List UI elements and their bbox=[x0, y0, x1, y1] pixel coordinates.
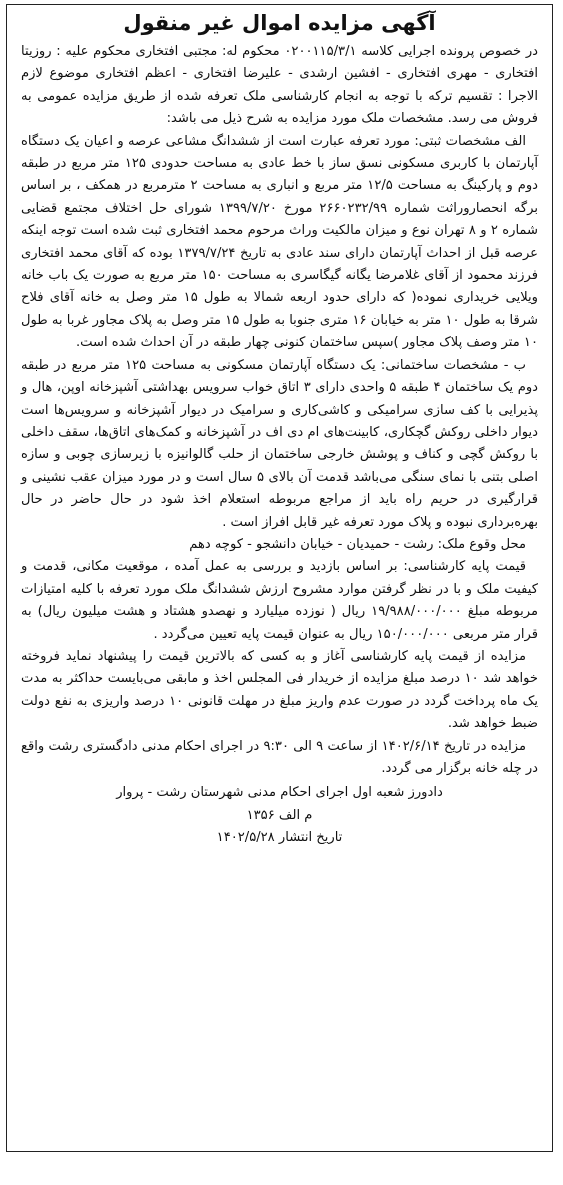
notice-body bbox=[7, 41, 552, 850]
auction-terms-paragraph: مزایده از قیمت پایه کارشناسی آغاز و به کسی که بالاترین قیمت را پیشنهاد نماید فروخته خواهد شد ۱۰ درصد مبلغ مزایده از خریدار فی المجلس اخذ و مابقی می‌بایست حداکثر به مدت یک ماه پرداخت گردد در صورت عدم واریز مبلغ در مهلت قانونی ۱۰ درصد واریزی به نفع دولت ضبط خواهد شد. bbox=[21, 648, 538, 732]
base-price-paragraph: قیمت پایه کارشناسی: بر اساس بازدید و بررسی به عمل آمده ، موقعیت مکانی، قدمت و کیفیت ملک و با در نظر گرفتن موارد مشروح ارزش ششدانگ ملک مورد تعرفه با کلیه امتیازات مربوطه مبلغ ۱۹/۹۸۸/۰۰۰/۰۰۰ ریال ( نوزده میلیارد و نهصدو هشتاد و هشت میلیون ریال) به قرار متر مربعی ۱۵۰/۰۰۰/۰۰۰ ریال به عنوان قیمت پایه تعیین می‌گردد . bbox=[21, 559, 538, 642]
notice-frame bbox=[6, 4, 553, 1152]
notice-footer bbox=[21, 782, 538, 849]
intro-paragraph: در خصوص پرونده اجرایی کلاسه ۰۲۰۰۱۱۵/۳/۱ محکوم له: مجتبی افتخاری محکوم علیه : روزیتا افتخاری - مهری افتخاری - افشین ارشدی - علیرضا افتخاری - اعظم افتخاری موضوع لازم الاجرا : تقسیم ترکه با توجه به انجام کارشناسی ملک تعرفه شده از طریق مزایده عمومی به فروش می رسد. مشخصات ملک مورد مزایده به شرح ذیل می باشد: bbox=[21, 44, 538, 127]
location-paragraph: محل وقوع ملک: رشت - حمیدیان - خیابان دانشجو - کوچه دهم bbox=[189, 536, 526, 552]
registration-details-paragraph: الف مشخصات ثبتی: مورد تعرفه عبارت است از ششدانگ مشاعی عرصه و اعیان یک دستگاه آپارتمان با کاربری مسکونی نسق ساز با خط عادی به مساحت حدودی ۱۲۵ متر مربع در طبقه دوم و پارکینگ به مساحت ۱۲/۵ متر مربع و انباری به مساحت ۲ مترمربع در همکف ، بر اساس برگه انحصاروراثت شماره ۲۶۶۰۲۳۲/۹۹ مورخ ۱۳۹۹/۷/۲۰ شورای حل اختلاف مجتمع قضایی شماره ۲ و ۸ تهران نوع و میزان مالکیت وراث مرحوم محمد افتخاری ثبت شده است توجه اینکه عرصه قبل از احداث آپارتمان دارای سند عادی به تاریخ ۱۳۷۹/۷/۲۴ بوده که آقای محمد افتخاری فرزند محمود از آقای غلامرضا یگانه گیگاسری به مساحت ۱۵۰ متر مربع به صورت یک باب خانه ویلایی خریداری نموده( که دارای حدود اربعه شمالا به طول ۱۵ متر وصل به خانه آقای فلاح شرقا به طول ۱۰ متر به خیابان ۱۶ متری جنوبا به طول ۱۵ متر وصل به پلاک مجاور غربا به طول ۱۰ متر وصف پلاک مجاور )سپس ساختمان کنونی چهار طبقه در آن احداث شده است. bbox=[21, 133, 539, 351]
auction-date-paragraph: مزایده در تاریخ ۱۴۰۲/۶/۱۴ از ساعت ۹ الی ۹:۳۰ در اجرای احکام مدنی دادگستری رشت واقع در چله خانه برگزار می گردد. bbox=[21, 738, 538, 776]
building-details-paragraph: ب - مشخصات ساختمانی: یک دستگاه آپارتمان مسکونی به مساحت ۱۲۵ متر مربع در طبقه دوم یک ساختمان ۴ طبقه ۵ واحدی دارای ۳ اتاق خواب سرویس بهداشتی آشپزخانه اوپن، هال و پذیرایی با کف سازی سرامیکی و کاشی‌کاری و سرامیک در دیوار آشپزخانه و سرویس‌ها است دیوار داخلی روکش گچکاری، کابینت‌های ام دی اف در آشپزخانه و کمک‌های اتاق‌ها، سقف داخلی با روکش گچی و کناف و پوشش خارجی ساختمان از حلب گالوانیزه با زیرسازی چوبی و سازه اصلی بتنی با نمای سنگی می‌باشد قدمت آن بالای ۵ سال است و در مورد میزان عقب نشینی و قرارگیری در حریم راه باید از مراجع مربوطه استعلام اخذ شود در حال حاضر در حال بهره‌برداری نبوده و پلاک مورد تعرفه غیر قابل افراز است . bbox=[21, 357, 539, 530]
publish-date: تاریخ انتشار ۱۴۰۲/۵/۲۸ bbox=[216, 830, 343, 846]
signature-line: دادورز شعبه اول اجرای احکام مدنی شهرستان رشت - پروار bbox=[116, 785, 443, 801]
reference-code: م الف ۱۳۵۶ bbox=[246, 807, 313, 823]
notice-title: آگهی مزایده اموال غیر منقول bbox=[123, 11, 436, 35]
